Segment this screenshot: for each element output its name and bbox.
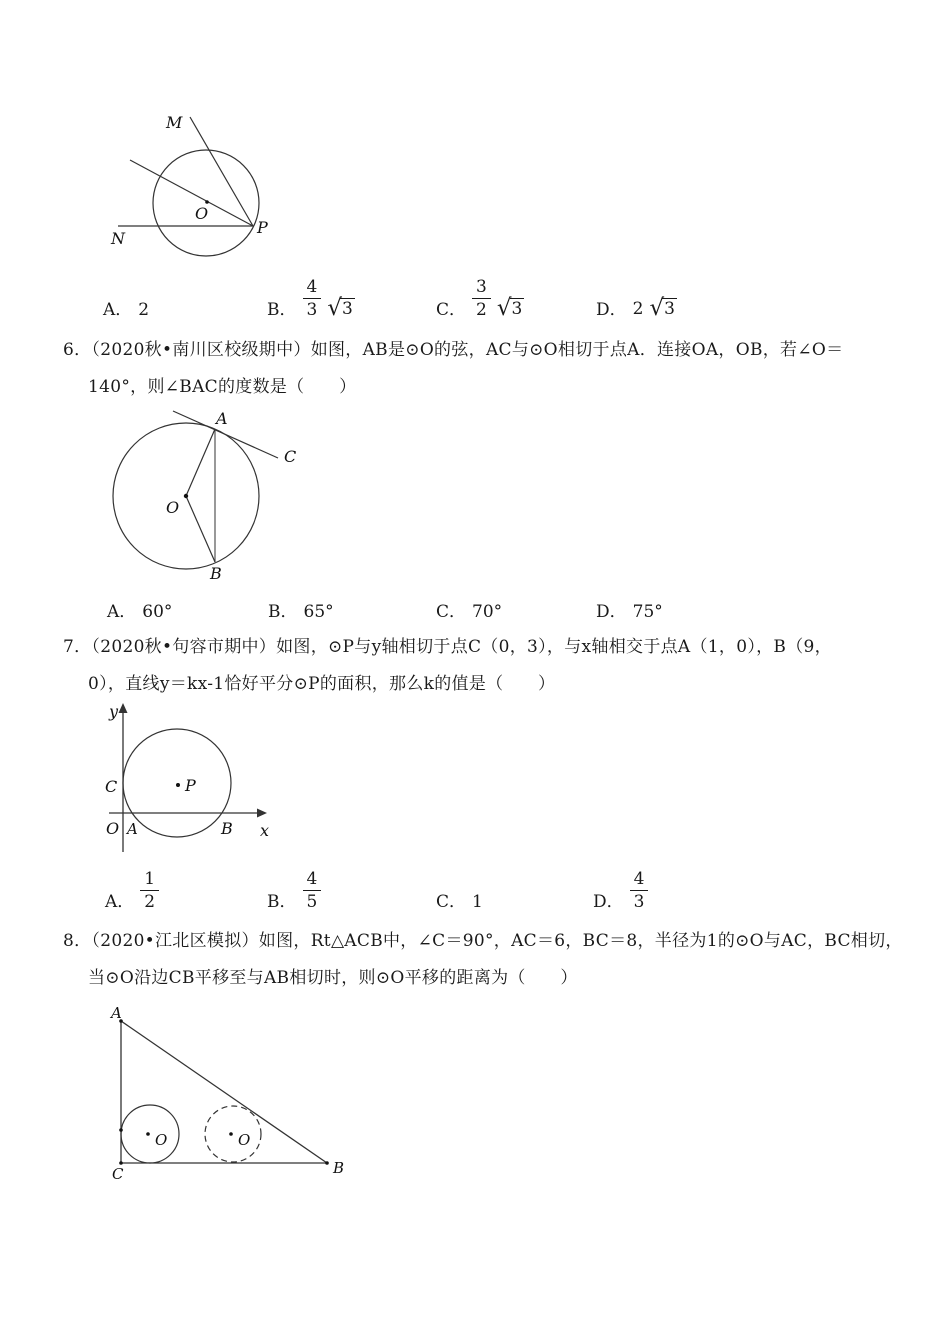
option-label: A． [107, 602, 137, 622]
option-value: 75° [632, 602, 663, 622]
fraction-denominator: 5 [306, 891, 318, 912]
label-P: P [185, 776, 196, 795]
label-O-dashed: O [238, 1131, 251, 1149]
square-root [327, 295, 354, 322]
label-N: N [111, 229, 125, 248]
option-q7-b [267, 862, 321, 912]
radius-OB [186, 496, 215, 562]
label-y: y [109, 702, 119, 721]
option-label: B． [267, 300, 297, 320]
label-x: x [260, 821, 270, 840]
label-A: A [127, 820, 138, 838]
label-O: O [106, 819, 120, 838]
fraction [630, 869, 649, 912]
option-label: A． [105, 892, 135, 912]
option-q7-a [105, 862, 159, 912]
circle-O-solid [121, 1105, 179, 1163]
hypotenuse-AB [121, 1021, 327, 1163]
option-q6-a [107, 597, 172, 622]
coefficient: 2 [632, 299, 644, 319]
option-q7-c [436, 862, 483, 912]
figure-q5 [100, 100, 310, 265]
fraction-numerator: 4 [630, 869, 649, 891]
figure-q6 [100, 405, 315, 590]
option-label: B． [267, 892, 297, 912]
label-C: C [105, 777, 118, 796]
tangency-dot [119, 1128, 123, 1132]
label-M: M [166, 113, 183, 132]
fraction-denominator: 3 [633, 891, 645, 912]
label-C: C [284, 447, 297, 466]
fraction-numerator: 1 [140, 869, 159, 891]
fraction [472, 277, 491, 320]
fraction-numerator: 3 [472, 277, 491, 299]
label-B: B [210, 564, 222, 583]
option-label: A． [103, 300, 133, 320]
label-O: O [166, 498, 180, 517]
option-q6-b [268, 597, 334, 622]
label-B: B [221, 819, 233, 838]
radical-sign: √ [649, 295, 665, 322]
label-A: A [111, 1004, 122, 1022]
radical-sign: √ [496, 295, 512, 322]
option-q5-d [596, 270, 677, 320]
option-value: 65° [303, 602, 334, 622]
option-q5-b [267, 270, 355, 320]
radius-OA [186, 429, 215, 496]
vertex-dot-B [325, 1161, 329, 1165]
option-label: D． [596, 602, 627, 622]
fraction-numerator: 4 [303, 277, 322, 299]
label-O-solid: O [155, 1131, 168, 1149]
y-axis-arrow [119, 703, 128, 713]
fraction-denominator: 2 [144, 891, 156, 912]
option-q5-c [436, 270, 524, 320]
option-label: C． [436, 602, 467, 622]
option-label: C． [436, 892, 467, 912]
label-O: O [195, 204, 209, 223]
figure-q7 [100, 697, 285, 859]
option-label: D． [593, 892, 624, 912]
option-value: 70° [472, 602, 503, 622]
option-q7-d [593, 862, 648, 912]
option-label: B． [268, 602, 298, 622]
radical-sign: √ [327, 295, 342, 322]
square-root [496, 295, 524, 322]
fraction-denominator: 2 [476, 299, 487, 320]
center-dot-O-solid [146, 1132, 150, 1136]
question-6-line-2: 140°，则∠BAC的度数是（ ） [88, 377, 357, 397]
fraction-numerator: 4 [303, 869, 322, 891]
label-A: A [216, 409, 228, 428]
label-C: C [112, 1165, 124, 1183]
radicand: 3 [664, 299, 675, 320]
option-q6-c [436, 597, 502, 622]
option-q6-d [596, 597, 663, 622]
center-dot-O [184, 494, 188, 498]
label-B: B [333, 1159, 345, 1177]
question-8-line-1: 8．（2020•江北区模拟）如图，Rt△ACB中，∠C＝90°，AC＝6，BC＝8，半径为1的⊙O与AC，BC相切， [63, 931, 903, 951]
question-8-line-2: 当⊙O沿边CB平移至与AB相切时，则⊙O平移的距离为（ ） [88, 968, 578, 988]
option-value: 1 [472, 892, 483, 912]
option-q5-a [103, 270, 149, 320]
circle-O-dashed [205, 1106, 261, 1162]
fraction-denominator: 3 [306, 299, 318, 320]
center-dot-O-dashed [229, 1132, 233, 1136]
square-root [649, 295, 676, 322]
option-label: D． [596, 300, 627, 320]
radicand: 3 [341, 299, 353, 320]
fraction [303, 869, 322, 912]
label-P: P [257, 218, 268, 237]
question-7-line-1: 7．（2020秋•句容市期中）如图，⊙P与y轴相切于点C（0，3），与x轴相交于点A（1，0），B（9， [63, 637, 832, 657]
center-dot-P [176, 783, 180, 787]
fraction [303, 277, 322, 320]
question-6-line-1: 6．（2020秋•南川区校级期中）如图，AB是⊙O的弦，AC与⊙O相切于点A．连接OA，OB，若∠O＝ [63, 340, 844, 360]
option-value: 60° [142, 602, 173, 622]
option-value: 2 [138, 300, 150, 320]
option-label: C． [436, 300, 467, 320]
figure-q8 [100, 1003, 360, 1188]
x-axis-arrow [257, 809, 267, 818]
circle-P [123, 729, 231, 837]
fraction [140, 869, 159, 912]
radicand: 3 [511, 299, 523, 320]
question-7-line-2: 0），直线y＝kx-1恰好平分⊙P的面积，那么k的值是（ ） [88, 674, 556, 694]
